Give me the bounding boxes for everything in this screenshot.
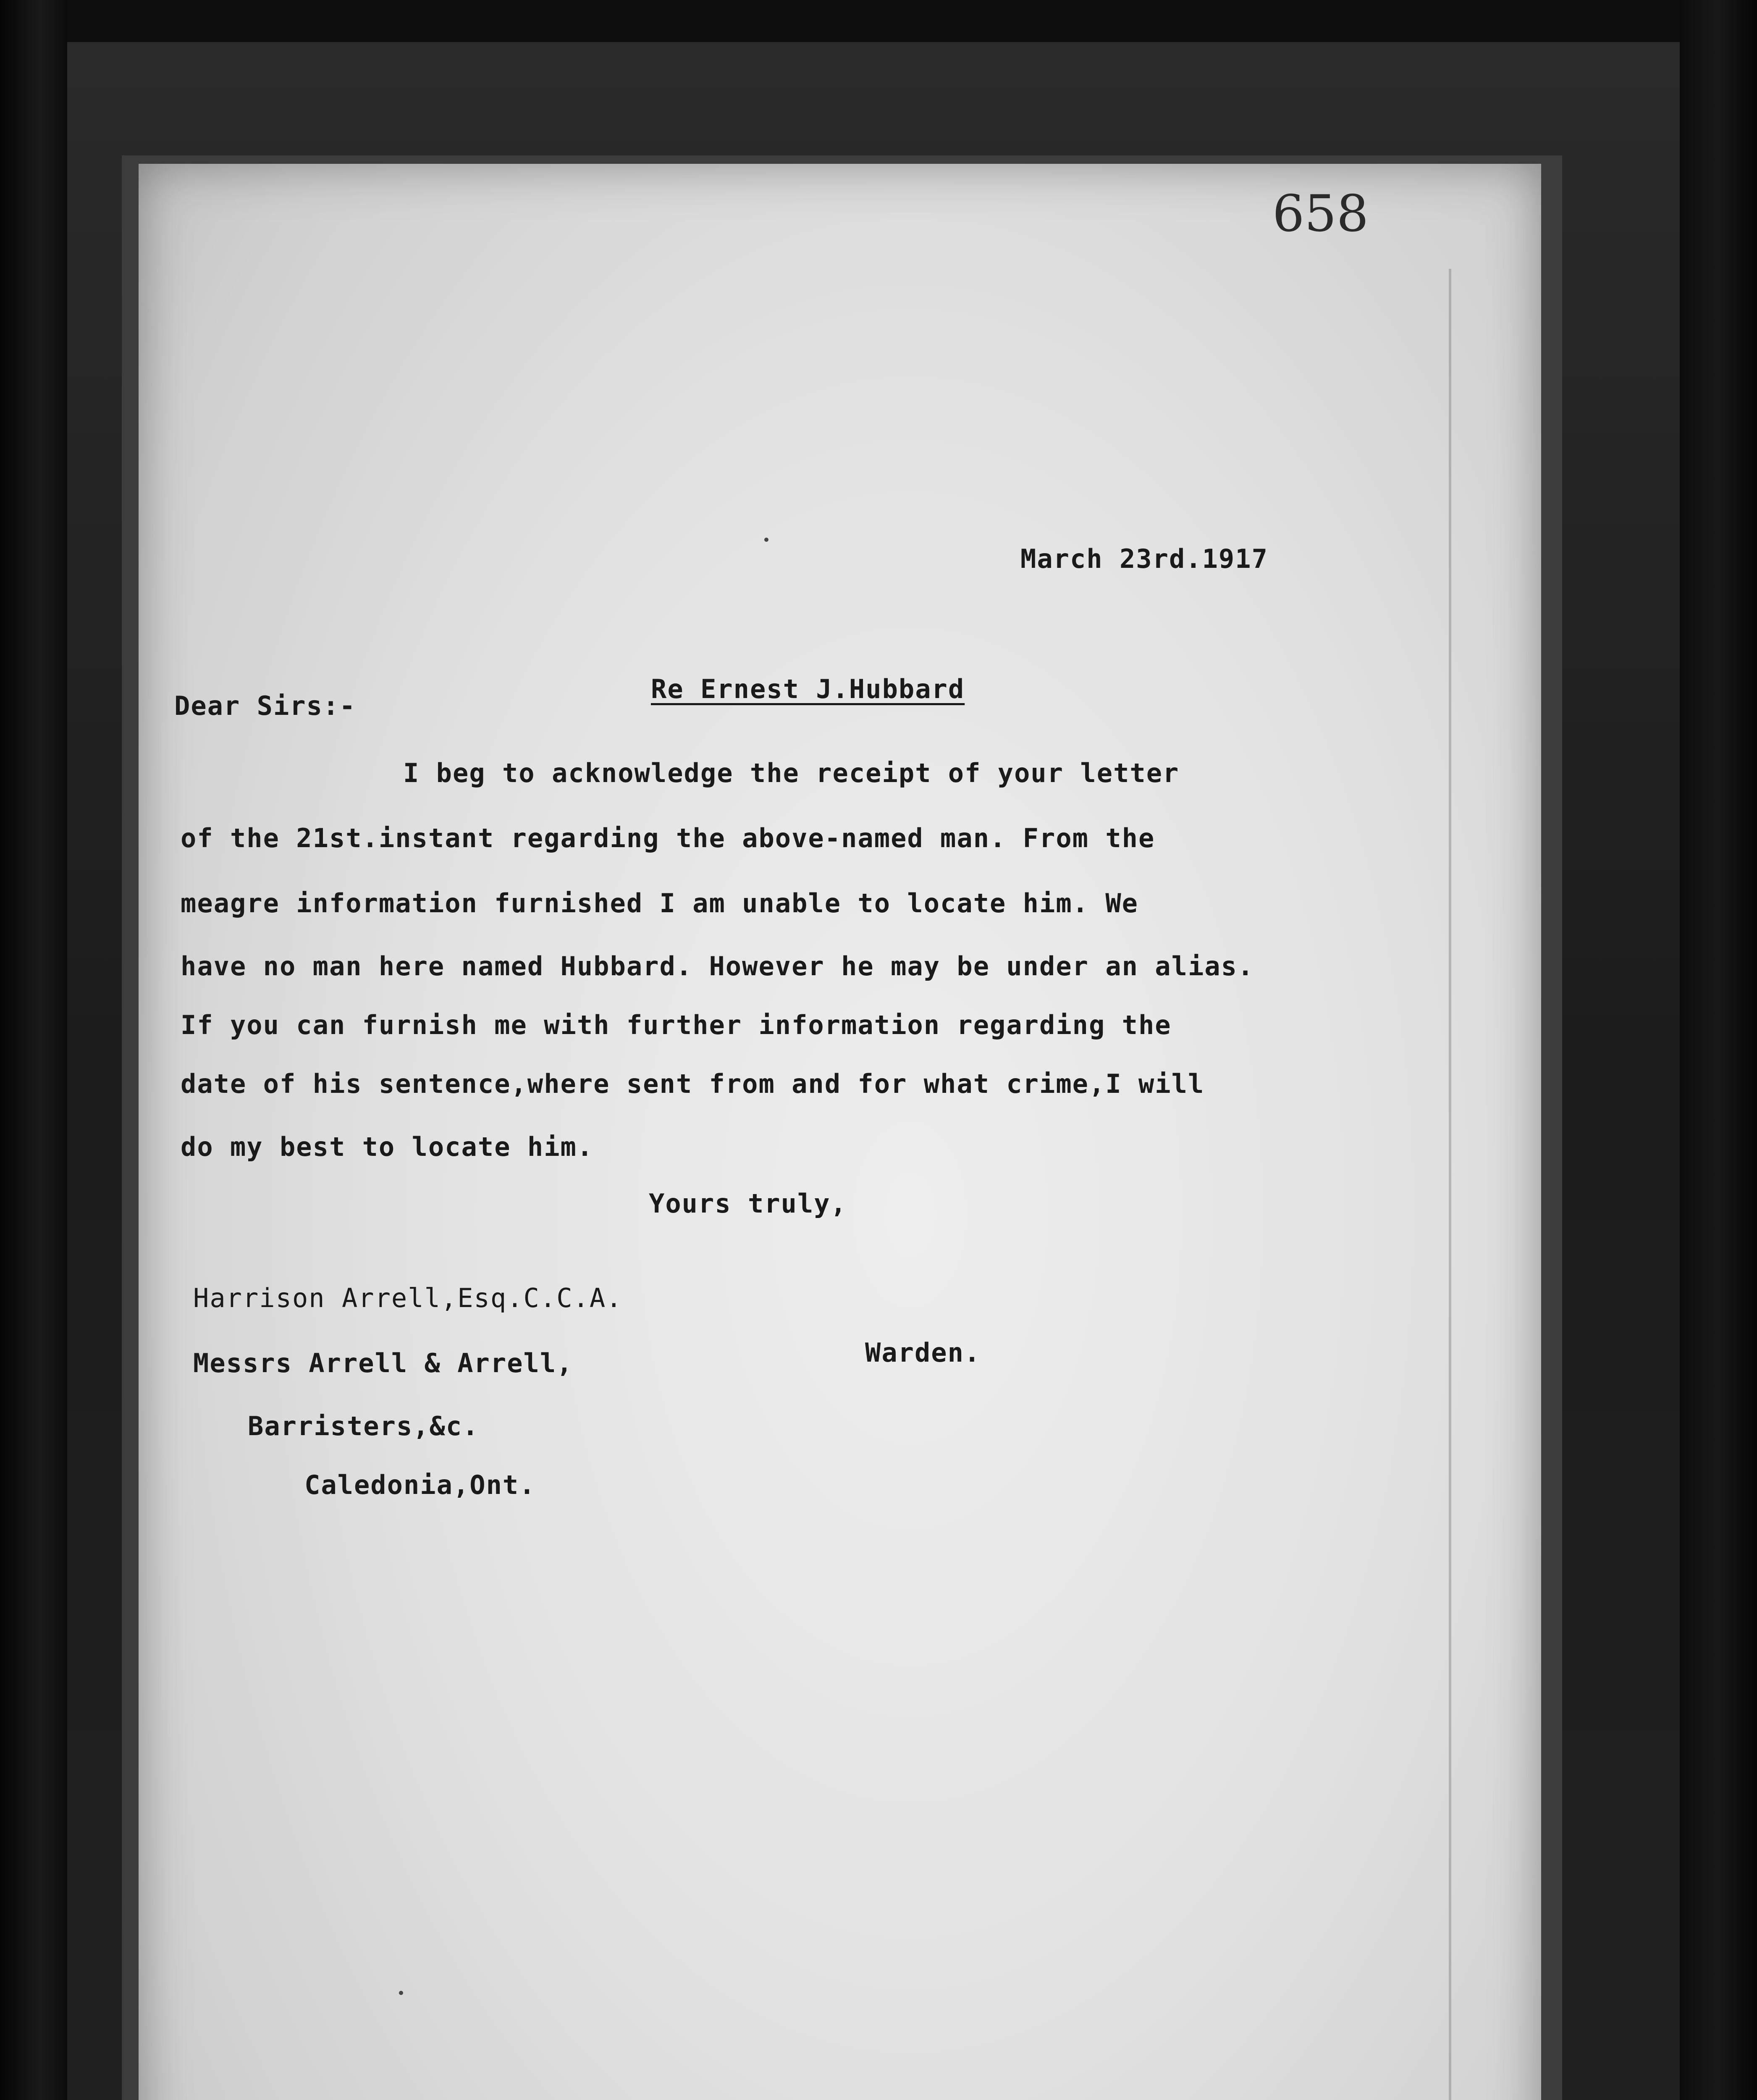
body-line-5: If you can furnish me with further information regarding the (181, 1010, 1172, 1040)
page-number: 658 (1272, 185, 1369, 243)
letter-date: March 23rd.1917 (1020, 543, 1268, 574)
body-line-2: of the 21st.instant regarding the above-named man. From the (181, 823, 1155, 853)
body-line-1: I beg to acknowledge the receipt of your letter (403, 758, 1180, 788)
recipient-location: Caledonia,Ont. (304, 1470, 536, 1500)
paper-speck (764, 538, 768, 542)
signature-title: Warden. (865, 1337, 981, 1368)
recipient-name: Harrison Arrell,Esq.C.C.A. (193, 1283, 623, 1313)
body-line-4: have no man here named Hubbard. However he may be under an alias. (181, 951, 1254, 982)
recipient-profession: Barristers,&c. (248, 1411, 479, 1441)
paper-speck (399, 1991, 403, 1995)
closing: Yours truly, (649, 1188, 847, 1219)
body-line-7: do my best to locate him. (181, 1131, 594, 1162)
body-line-6: date of his sentence,where sent from and for what crime,I will (181, 1068, 1205, 1099)
subject-line: Re Ernest J.Hubbard (651, 674, 965, 704)
salutation: Dear Sirs:- (174, 690, 356, 721)
recipient-firm: Messrs Arrell & Arrell, (193, 1348, 573, 1378)
film-border-left (0, 0, 67, 2100)
film-border-right (1680, 0, 1757, 2100)
page-fold-line (1449, 269, 1451, 2100)
body-line-3: meagre information furnished I am unable to locate him. We (181, 888, 1138, 919)
